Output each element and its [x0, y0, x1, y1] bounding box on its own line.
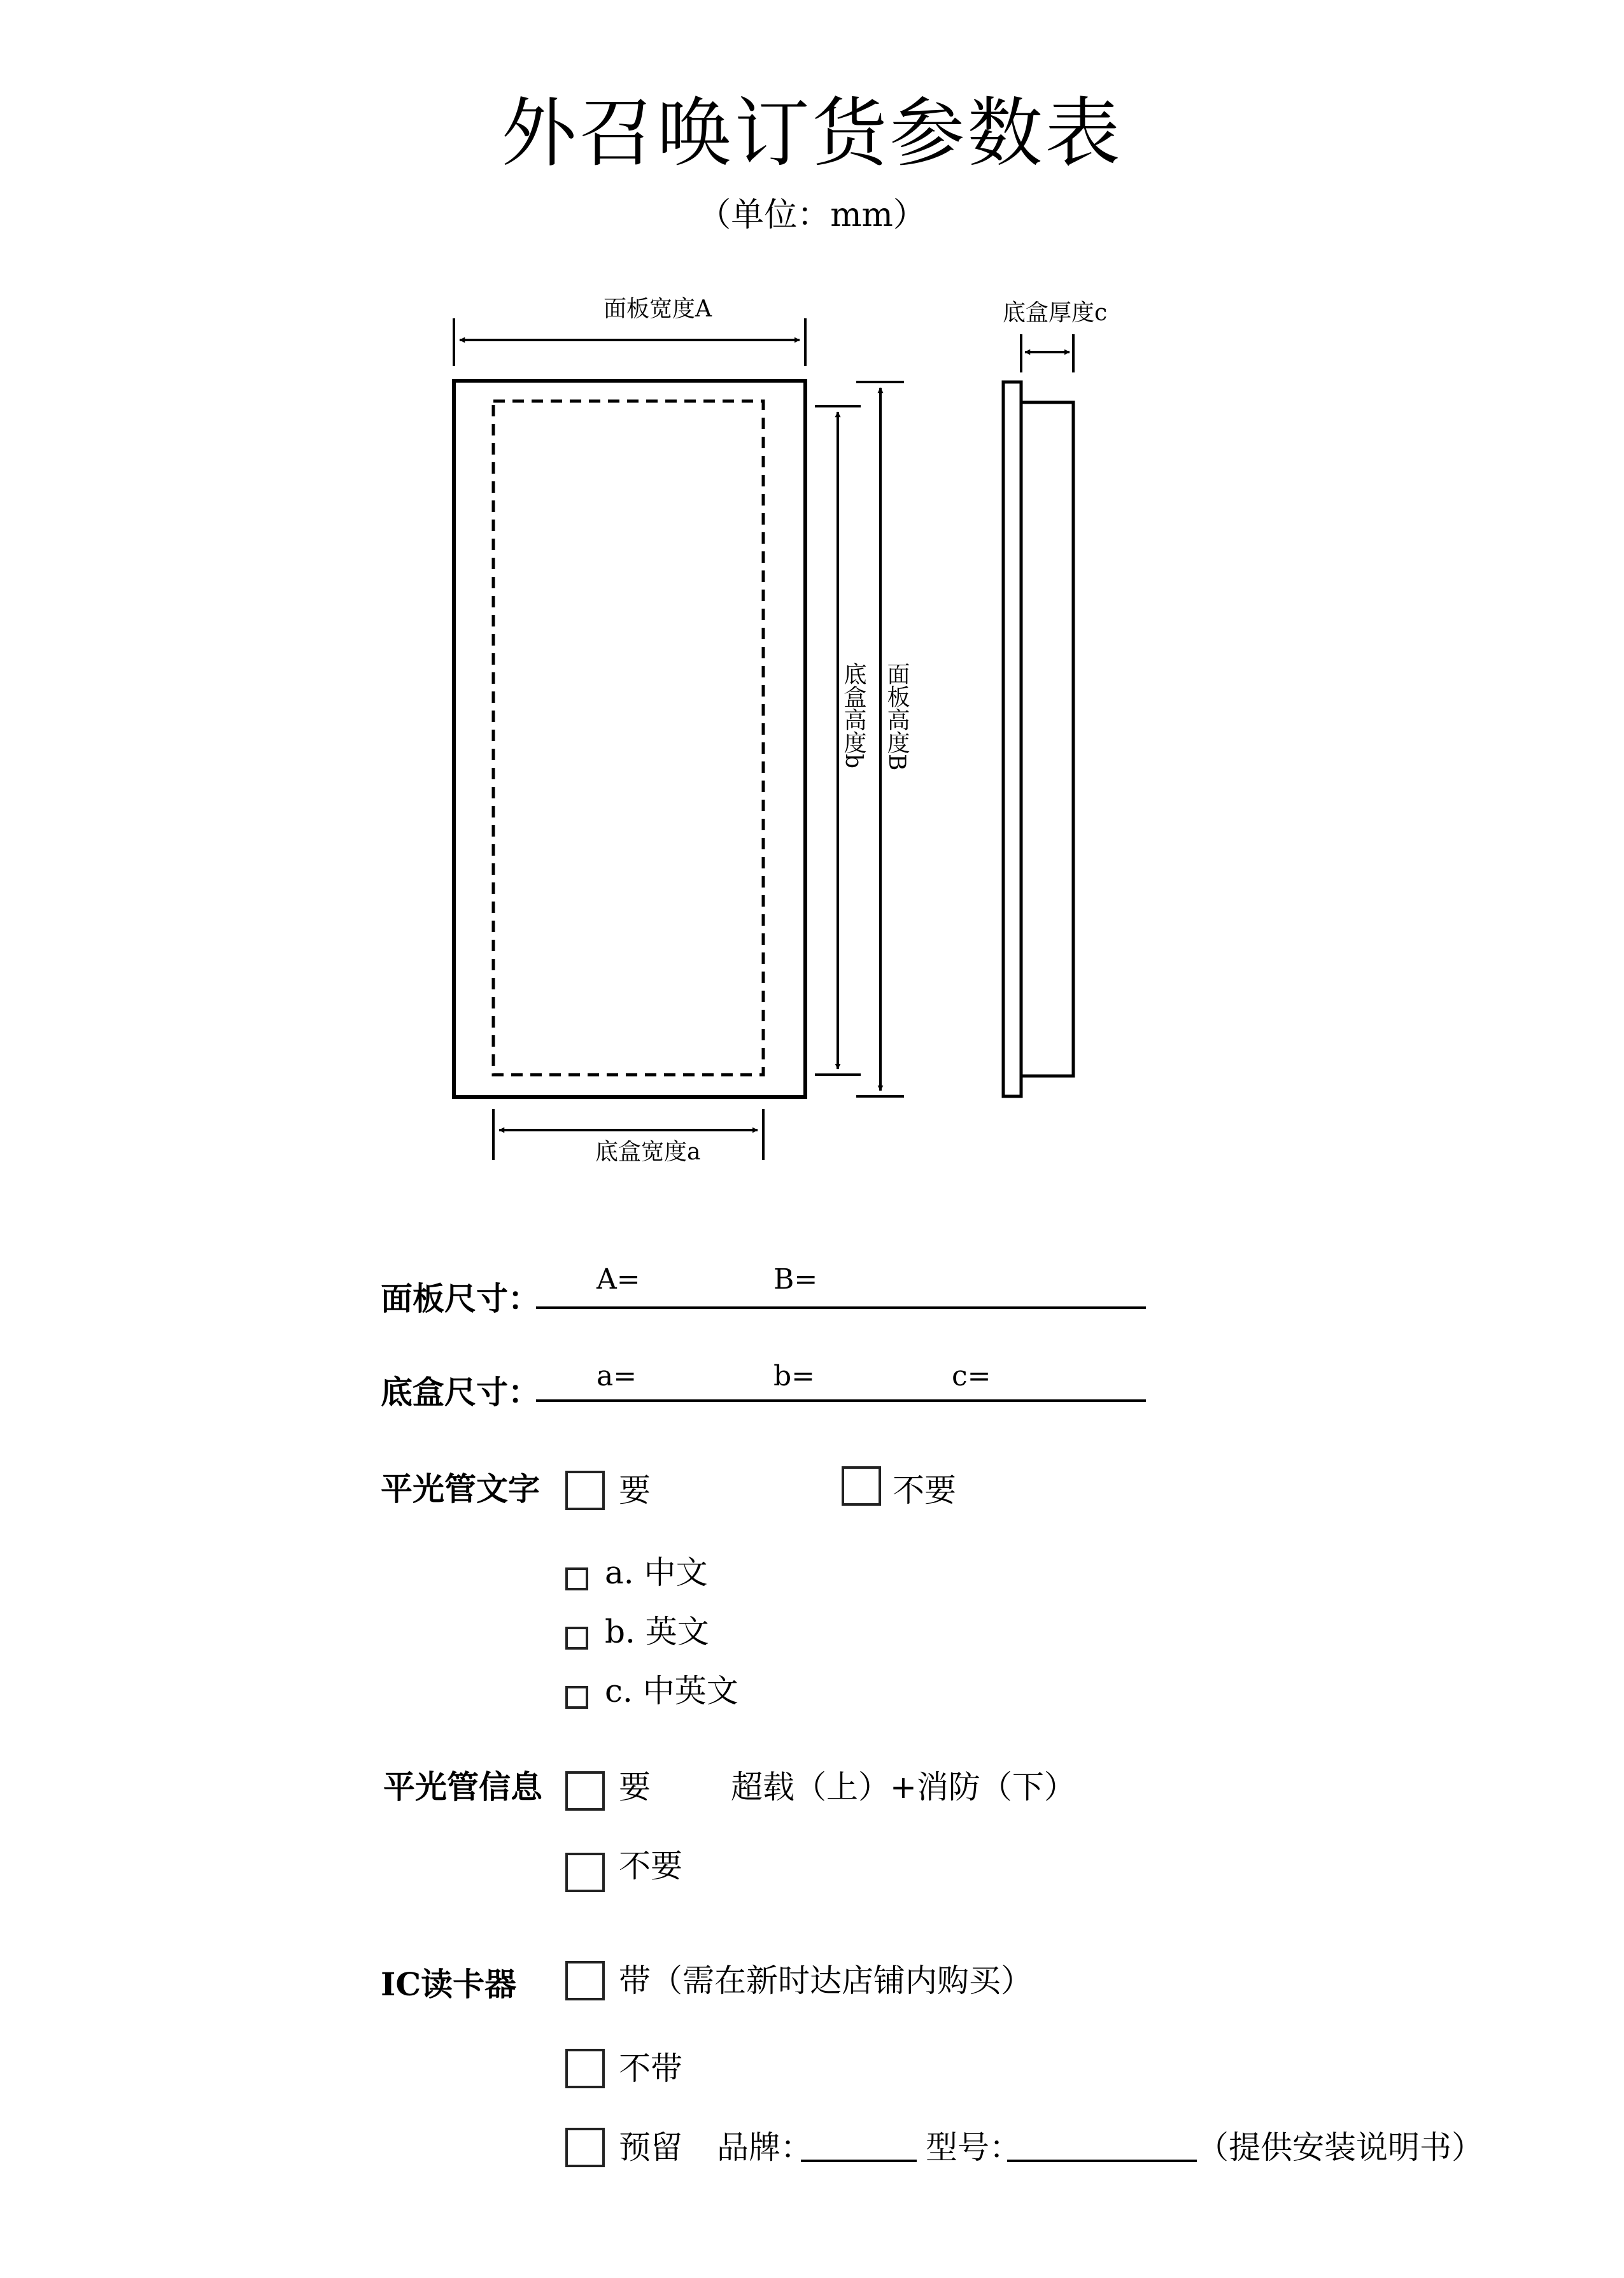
ic-reader-reserved-label: 预留 — [619, 2129, 682, 2166]
flat-tube-info-label: 平光管信息 — [383, 1768, 542, 1806]
ic-reader-brand-line[interactable] — [801, 2160, 917, 2162]
ic-reader-manual-note: （提供安装说明书） — [1197, 2129, 1483, 2166]
sub-option-english-label: b. 英文 — [605, 1613, 709, 1650]
ic-reader-without-checkbox[interactable] — [565, 2049, 605, 2088]
box-dashed-outline — [493, 401, 763, 1075]
ic-reader-model-line[interactable] — [1007, 2160, 1197, 2162]
flat-tube-info-no-checkbox[interactable] — [565, 1853, 605, 1892]
panel-size-field-b: B= — [773, 1263, 818, 1296]
flat-tube-info-yes-checkbox[interactable] — [565, 1771, 605, 1811]
ic-reader-without-label: 不带 — [619, 2050, 682, 2087]
flat-tube-text-yes-label: 要 — [619, 1472, 651, 1509]
ic-reader-with-checkbox[interactable] — [565, 1961, 605, 2000]
ic-reader-model-label: 型号： — [926, 2129, 1021, 2166]
flat-tube-info-note: 超载（上）+消防（下） — [731, 1769, 1076, 1806]
panel-outline — [454, 381, 805, 1097]
sub-option-chinese-label: a. 中文 — [605, 1554, 708, 1591]
page-title: 外召唤订货参数表 — [501, 89, 1123, 177]
panel-size-line[interactable] — [536, 1306, 1146, 1309]
flat-tube-info-no-label: 不要 — [619, 1848, 682, 1885]
flat-tube-text-label: 平光管文字 — [381, 1470, 540, 1508]
box-width-label: 底盒宽度a — [595, 1139, 701, 1165]
panel-width-label: 面板宽度A — [604, 296, 712, 322]
box-size-label: 底盒尺寸： — [381, 1373, 540, 1411]
ic-reader-brand-label: 品牌： — [717, 2129, 812, 2166]
flat-tube-text-no-checkbox[interactable] — [842, 1466, 881, 1506]
box-size-field-a: a= — [597, 1360, 637, 1392]
box-thickness-label: 底盒厚度c — [1003, 300, 1108, 326]
unit-note: （单位：mm） — [698, 196, 926, 234]
sub-option-bilingual-label: c. 中英文 — [605, 1673, 738, 1709]
side-panel-plate — [1003, 382, 1021, 1096]
box-size-field-b: b= — [773, 1360, 816, 1392]
flat-tube-info-yes-label: 要 — [619, 1769, 651, 1806]
flat-tube-text-no-label: 不要 — [893, 1472, 956, 1509]
panel-size-field-a: A= — [597, 1263, 640, 1296]
box-size-line[interactable] — [536, 1399, 1146, 1402]
ic-reader-with-label: 带（需在新时达店铺内购买） — [619, 1962, 1033, 1999]
box-size-field-c: c= — [952, 1360, 991, 1392]
panel-size-label: 面板尺寸： — [381, 1280, 540, 1317]
ic-reader-label: IC读卡器 — [381, 1965, 517, 2003]
flat-tube-text-yes-checkbox[interactable] — [565, 1471, 605, 1510]
sub-option-chinese-checkbox[interactable] — [565, 1567, 588, 1590]
ic-reader-reserved-checkbox[interactable] — [565, 2128, 605, 2167]
panel-height-label: 面板高度B — [884, 662, 910, 771]
sub-option-english-checkbox[interactable] — [565, 1627, 588, 1650]
sub-option-bilingual-checkbox[interactable] — [565, 1686, 588, 1709]
side-box — [1021, 402, 1073, 1076]
box-height-label: 底盒高度b — [840, 662, 866, 769]
